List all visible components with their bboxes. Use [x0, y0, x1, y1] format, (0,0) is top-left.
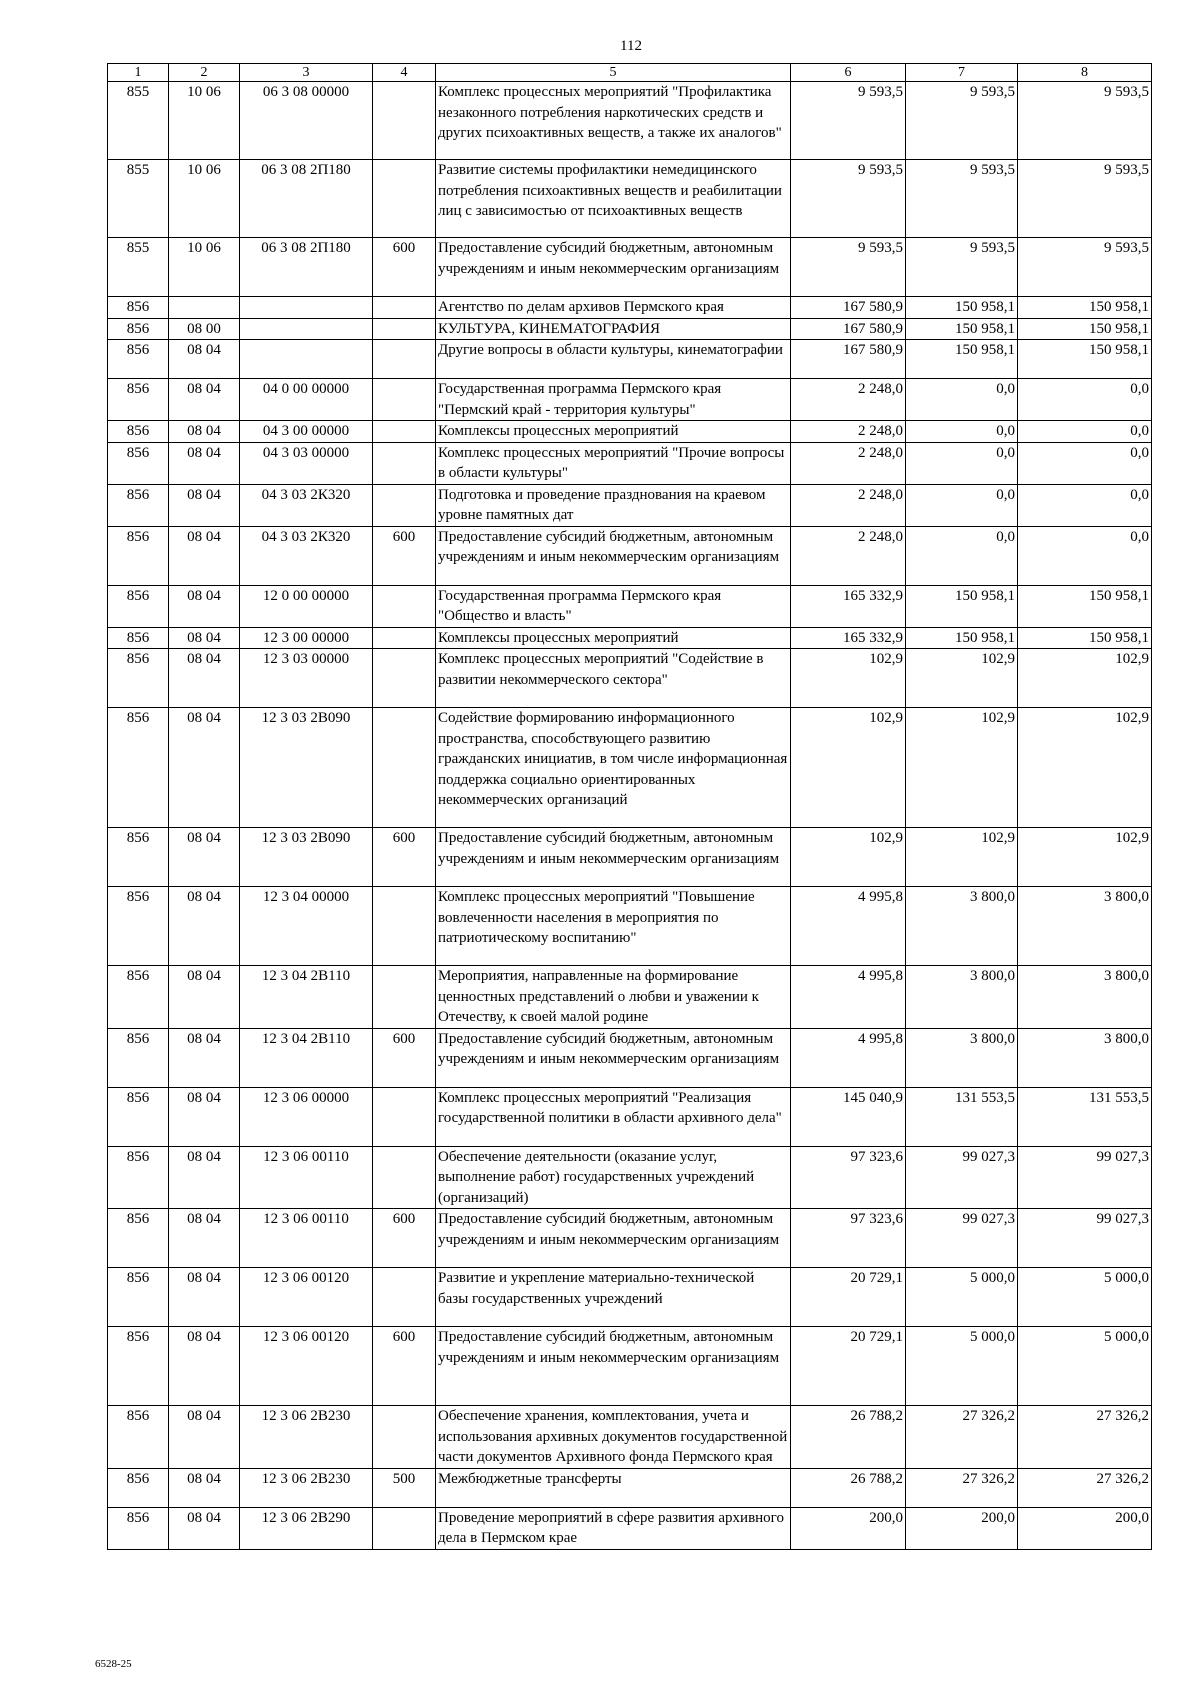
admin-code: 856 — [108, 1028, 169, 1087]
admin-code: 856 — [108, 966, 169, 1029]
expense-type — [373, 82, 436, 160]
section-code: 08 04 — [169, 1209, 240, 1268]
amount-2026: 102,9 — [906, 828, 1018, 887]
table-row — [108, 297, 1152, 319]
amount-2026: 9 593,5 — [906, 238, 1018, 297]
section-code: 08 04 — [169, 887, 240, 966]
amount-2026: 102,9 — [906, 649, 1018, 708]
table-row — [108, 526, 1152, 585]
expense-type — [373, 1268, 436, 1327]
col-header-2: 2 — [169, 64, 240, 82]
expense-type — [373, 484, 436, 526]
section-code: 08 04 — [169, 1087, 240, 1146]
amount-2027: 99 027,3 — [1018, 1146, 1152, 1209]
table-row — [108, 379, 1152, 421]
amount-2027: 102,9 — [1018, 708, 1152, 828]
table-row — [108, 1406, 1152, 1469]
target-code: 12 3 06 00000 — [240, 1087, 373, 1146]
col-header-6: 6 — [791, 64, 906, 82]
section-code: 10 06 — [169, 238, 240, 297]
amount-2027: 150 958,1 — [1018, 627, 1152, 649]
table-header-row — [108, 64, 1152, 82]
col-header-3: 3 — [240, 64, 373, 82]
target-code: 04 3 03 2К320 — [240, 526, 373, 585]
amount-2025: 165 332,9 — [791, 585, 906, 627]
table-row — [108, 160, 1152, 238]
expense-type — [373, 1406, 436, 1469]
item-name: Агентство по делам архивов Пермского края — [436, 297, 791, 319]
admin-code: 856 — [108, 526, 169, 585]
target-code: 12 3 03 2В090 — [240, 708, 373, 828]
amount-2027: 5 000,0 — [1018, 1268, 1152, 1327]
target-code: 12 3 06 00120 — [240, 1327, 373, 1406]
amount-2025: 2 248,0 — [791, 526, 906, 585]
item-name: Другие вопросы в области культуры, кинематографии — [436, 340, 791, 379]
expense-type — [373, 585, 436, 627]
item-name: Развитие и укрепление материально-технической базы государственных учреждений — [436, 1268, 791, 1327]
amount-2025: 145 040,9 — [791, 1087, 906, 1146]
target-code — [240, 318, 373, 340]
target-code: 06 3 08 2П180 — [240, 160, 373, 238]
item-name: Проведение мероприятий в сфере развития архивного дела в Пермском крае — [436, 1507, 791, 1549]
target-code: 04 3 03 00000 — [240, 442, 373, 484]
amount-2026: 0,0 — [906, 484, 1018, 526]
amount-2027: 102,9 — [1018, 828, 1152, 887]
section-code: 08 04 — [169, 1268, 240, 1327]
amount-2027: 5 000,0 — [1018, 1327, 1152, 1406]
admin-code: 855 — [108, 82, 169, 160]
amount-2025: 97 323,6 — [791, 1146, 906, 1209]
amount-2026: 9 593,5 — [906, 82, 1018, 160]
target-code: 12 3 04 2В110 — [240, 966, 373, 1029]
amount-2025: 102,9 — [791, 649, 906, 708]
item-name: Содействие формированию информационного пространства, способствующего развитию гражданских инициатив, в том числе информационная поддержка социально ориентированных некоммерческих организаций — [436, 708, 791, 828]
item-name: Предоставление субсидий бюджетным, автономным учреждениям и иным некоммерческим организациям — [436, 238, 791, 297]
section-code: 08 04 — [169, 1468, 240, 1507]
admin-code: 856 — [108, 379, 169, 421]
section-code: 08 04 — [169, 484, 240, 526]
admin-code: 856 — [108, 340, 169, 379]
amount-2025: 167 580,9 — [791, 297, 906, 319]
item-name: Предоставление субсидий бюджетным, автономным учреждениям и иным некоммерческим организациям — [436, 1327, 791, 1406]
section-code: 08 04 — [169, 1406, 240, 1469]
expense-type — [373, 318, 436, 340]
amount-2026: 27 326,2 — [906, 1406, 1018, 1469]
admin-code: 856 — [108, 297, 169, 319]
amount-2025: 20 729,1 — [791, 1327, 906, 1406]
table-row — [108, 708, 1152, 828]
expense-type: 500 — [373, 1468, 436, 1507]
expense-type — [373, 421, 436, 443]
table-row — [108, 1327, 1152, 1406]
target-code: 12 0 00 00000 — [240, 585, 373, 627]
table-row — [108, 340, 1152, 379]
target-code: 12 3 06 2В230 — [240, 1468, 373, 1507]
admin-code: 855 — [108, 238, 169, 297]
amount-2027: 150 958,1 — [1018, 585, 1152, 627]
amount-2026: 99 027,3 — [906, 1146, 1018, 1209]
amount-2025: 167 580,9 — [791, 318, 906, 340]
table-row — [108, 1146, 1152, 1209]
amount-2025: 2 248,0 — [791, 484, 906, 526]
expense-type — [373, 966, 436, 1029]
expense-type — [373, 340, 436, 379]
section-code: 08 04 — [169, 649, 240, 708]
table-row — [108, 887, 1152, 966]
amount-2026: 102,9 — [906, 708, 1018, 828]
admin-code: 856 — [108, 318, 169, 340]
item-name: Межбюджетные трансферты — [436, 1468, 791, 1507]
admin-code: 856 — [108, 1327, 169, 1406]
table-row — [108, 1209, 1152, 1268]
table-row — [108, 1028, 1152, 1087]
amount-2025: 20 729,1 — [791, 1268, 906, 1327]
table-row — [108, 1468, 1152, 1507]
col-header-1: 1 — [108, 64, 169, 82]
admin-code: 856 — [108, 585, 169, 627]
amount-2026: 150 958,1 — [906, 585, 1018, 627]
amount-2026: 27 326,2 — [906, 1468, 1018, 1507]
amount-2026: 131 553,5 — [906, 1087, 1018, 1146]
amount-2027: 9 593,5 — [1018, 238, 1152, 297]
item-name: Государственная программа Пермского края "Общество и власть" — [436, 585, 791, 627]
expense-type: 600 — [373, 238, 436, 297]
section-code: 08 04 — [169, 379, 240, 421]
amount-2027: 0,0 — [1018, 484, 1152, 526]
table-body — [108, 82, 1152, 1550]
amount-2025: 26 788,2 — [791, 1406, 906, 1469]
amount-2025: 97 323,6 — [791, 1209, 906, 1268]
expense-type: 600 — [373, 1028, 436, 1087]
target-code: 04 0 00 00000 — [240, 379, 373, 421]
amount-2026: 0,0 — [906, 442, 1018, 484]
table-row — [108, 82, 1152, 160]
item-name: Предоставление субсидий бюджетным, автономным учреждениям и иным некоммерческим организациям — [436, 828, 791, 887]
admin-code: 856 — [108, 627, 169, 649]
target-code: 12 3 03 2В090 — [240, 828, 373, 887]
section-code: 08 04 — [169, 340, 240, 379]
section-code: 10 06 — [169, 160, 240, 238]
section-code: 08 04 — [169, 1327, 240, 1406]
amount-2027: 102,9 — [1018, 649, 1152, 708]
document-code: 6528-25 — [95, 1658, 132, 1670]
amount-2026: 200,0 — [906, 1507, 1018, 1549]
target-code — [240, 297, 373, 319]
expense-type — [373, 1087, 436, 1146]
amount-2026: 9 593,5 — [906, 160, 1018, 238]
amount-2025: 9 593,5 — [791, 238, 906, 297]
amount-2027: 3 800,0 — [1018, 1028, 1152, 1087]
amount-2025: 167 580,9 — [791, 340, 906, 379]
target-code — [240, 340, 373, 379]
item-name: Комплекс процессных мероприятий "Профилактика незаконного потребления наркотических средств и других психоактивных веществ, а также их аналогов" — [436, 82, 791, 160]
section-code: 08 04 — [169, 627, 240, 649]
amount-2027: 150 958,1 — [1018, 297, 1152, 319]
admin-code: 856 — [108, 1268, 169, 1327]
amount-2027: 150 958,1 — [1018, 340, 1152, 379]
expense-type: 600 — [373, 1209, 436, 1268]
table-row — [108, 1087, 1152, 1146]
amount-2026: 5 000,0 — [906, 1268, 1018, 1327]
expense-type — [373, 627, 436, 649]
item-name: Обеспечение деятельности (оказание услуг, выполнение работ) государственных учреждений (организаций) — [436, 1146, 791, 1209]
page-number: 112 — [620, 38, 642, 54]
item-name: Обеспечение хранения, комплектования, учета и использования архивных документов государственной части документов Архивного фонда Пермского края — [436, 1406, 791, 1469]
item-name: Предоставление субсидий бюджетным, автономным учреждениям и иным некоммерческим организациям — [436, 1209, 791, 1268]
table-row — [108, 649, 1152, 708]
target-code: 06 3 08 00000 — [240, 82, 373, 160]
section-code: 10 06 — [169, 82, 240, 160]
expense-type — [373, 1146, 436, 1209]
item-name: Комплекс процессных мероприятий "Прочие вопросы в области культуры" — [436, 442, 791, 484]
item-name: Комплекс процессных мероприятий "Повышение вовлеченности населения в мероприятия по патриотическому воспитанию" — [436, 887, 791, 966]
amount-2025: 4 995,8 — [791, 966, 906, 1029]
col-header-8: 8 — [1018, 64, 1152, 82]
target-code: 12 3 06 00110 — [240, 1209, 373, 1268]
amount-2026: 0,0 — [906, 379, 1018, 421]
amount-2025: 165 332,9 — [791, 627, 906, 649]
col-header-5: 5 — [436, 64, 791, 82]
amount-2025: 2 248,0 — [791, 421, 906, 443]
item-name: Комплекс процессных мероприятий "Содействие в развитии некоммерческого сектора" — [436, 649, 791, 708]
section-code: 08 04 — [169, 421, 240, 443]
amount-2027: 0,0 — [1018, 421, 1152, 443]
item-name: Подготовка и проведение празднования на краевом уровне памятных дат — [436, 484, 791, 526]
admin-code: 856 — [108, 1468, 169, 1507]
section-code: 08 04 — [169, 966, 240, 1029]
budget-table — [107, 63, 1152, 1550]
amount-2027: 3 800,0 — [1018, 887, 1152, 966]
amount-2025: 102,9 — [791, 708, 906, 828]
amount-2027: 0,0 — [1018, 526, 1152, 585]
section-code: 08 04 — [169, 1146, 240, 1209]
section-code: 08 04 — [169, 708, 240, 828]
section-code: 08 04 — [169, 585, 240, 627]
admin-code: 855 — [108, 160, 169, 238]
amount-2025: 26 788,2 — [791, 1468, 906, 1507]
section-code: 08 04 — [169, 526, 240, 585]
target-code: 12 3 06 00110 — [240, 1146, 373, 1209]
amount-2026: 150 958,1 — [906, 297, 1018, 319]
amount-2025: 4 995,8 — [791, 887, 906, 966]
amount-2025: 2 248,0 — [791, 379, 906, 421]
admin-code: 856 — [108, 828, 169, 887]
target-code: 12 3 06 2В230 — [240, 1406, 373, 1469]
expense-type — [373, 379, 436, 421]
item-name: Развитие системы профилактики немедицинского потребления психоактивных веществ и реабилитации лиц с зависимостью от психоактивных веществ — [436, 160, 791, 238]
admin-code: 856 — [108, 708, 169, 828]
amount-2026: 5 000,0 — [906, 1327, 1018, 1406]
target-code: 12 3 04 2В110 — [240, 1028, 373, 1087]
amount-2025: 102,9 — [791, 828, 906, 887]
amount-2026: 99 027,3 — [906, 1209, 1018, 1268]
item-name: Государственная программа Пермского края "Пермский край - территория культуры" — [436, 379, 791, 421]
admin-code: 856 — [108, 421, 169, 443]
col-header-7: 7 — [906, 64, 1018, 82]
expense-type — [373, 649, 436, 708]
item-name: Комплексы процессных мероприятий — [436, 421, 791, 443]
expense-type — [373, 160, 436, 238]
expense-type — [373, 1507, 436, 1549]
amount-2026: 150 958,1 — [906, 340, 1018, 379]
table-row — [108, 238, 1152, 297]
section-code: 08 04 — [169, 1507, 240, 1549]
target-code: 04 3 00 00000 — [240, 421, 373, 443]
admin-code: 856 — [108, 1507, 169, 1549]
table-row — [108, 421, 1152, 443]
amount-2027: 131 553,5 — [1018, 1087, 1152, 1146]
expense-type — [373, 442, 436, 484]
admin-code: 856 — [108, 649, 169, 708]
target-code: 12 3 04 00000 — [240, 887, 373, 966]
item-name: Предоставление субсидий бюджетным, автономным учреждениям и иным некоммерческим организациям — [436, 1028, 791, 1087]
amount-2025: 4 995,8 — [791, 1028, 906, 1087]
target-code: 12 3 00 00000 — [240, 627, 373, 649]
amount-2026: 3 800,0 — [906, 966, 1018, 1029]
admin-code: 856 — [108, 1406, 169, 1469]
amount-2026: 150 958,1 — [906, 318, 1018, 340]
admin-code: 856 — [108, 887, 169, 966]
amount-2025: 2 248,0 — [791, 442, 906, 484]
item-name: КУЛЬТУРА, КИНЕМАТОГРАФИЯ — [436, 318, 791, 340]
expense-type: 600 — [373, 526, 436, 585]
amount-2027: 200,0 — [1018, 1507, 1152, 1549]
section-code: 08 04 — [169, 828, 240, 887]
section-code — [169, 297, 240, 319]
section-code: 08 04 — [169, 1028, 240, 1087]
admin-code: 856 — [108, 1209, 169, 1268]
expense-type: 600 — [373, 828, 436, 887]
admin-code: 856 — [108, 484, 169, 526]
item-name: Комплексы процессных мероприятий — [436, 627, 791, 649]
section-code: 08 04 — [169, 442, 240, 484]
target-code: 12 3 06 2В290 — [240, 1507, 373, 1549]
admin-code: 856 — [108, 1087, 169, 1146]
col-header-4: 4 — [373, 64, 436, 82]
table-row — [108, 442, 1152, 484]
item-name: Мероприятия, направленные на формирование ценностных представлений о любви и уважении к Отечеству, к своей малой родине — [436, 966, 791, 1029]
expense-type: 600 — [373, 1327, 436, 1406]
amount-2027: 0,0 — [1018, 379, 1152, 421]
target-code: 12 3 06 00120 — [240, 1268, 373, 1327]
target-code: 06 3 08 2П180 — [240, 238, 373, 297]
amount-2027: 9 593,5 — [1018, 160, 1152, 238]
amount-2027: 150 958,1 — [1018, 318, 1152, 340]
table-row — [108, 585, 1152, 627]
amount-2025: 9 593,5 — [791, 160, 906, 238]
expense-type — [373, 297, 436, 319]
amount-2027: 0,0 — [1018, 442, 1152, 484]
item-name: Комплекс процессных мероприятий "Реализация государственной политики в области архивного дела" — [436, 1087, 791, 1146]
table-row — [108, 1507, 1152, 1549]
amount-2026: 150 958,1 — [906, 627, 1018, 649]
amount-2027: 3 800,0 — [1018, 966, 1152, 1029]
table-row — [108, 828, 1152, 887]
amount-2027: 99 027,3 — [1018, 1209, 1152, 1268]
table-row — [108, 966, 1152, 1029]
amount-2025: 200,0 — [791, 1507, 906, 1549]
expense-type — [373, 887, 436, 966]
table-row — [108, 318, 1152, 340]
table-row — [108, 627, 1152, 649]
amount-2027: 27 326,2 — [1018, 1406, 1152, 1469]
target-code: 04 3 03 2К320 — [240, 484, 373, 526]
table-row — [108, 484, 1152, 526]
amount-2025: 9 593,5 — [791, 82, 906, 160]
amount-2027: 27 326,2 — [1018, 1468, 1152, 1507]
section-code: 08 00 — [169, 318, 240, 340]
amount-2027: 9 593,5 — [1018, 82, 1152, 160]
amount-2026: 0,0 — [906, 421, 1018, 443]
table-row — [108, 1268, 1152, 1327]
admin-code: 856 — [108, 1146, 169, 1209]
amount-2026: 0,0 — [906, 526, 1018, 585]
item-name: Предоставление субсидий бюджетным, автономным учреждениям и иным некоммерческим организациям — [436, 526, 791, 585]
target-code: 12 3 03 00000 — [240, 649, 373, 708]
amount-2026: 3 800,0 — [906, 887, 1018, 966]
amount-2026: 3 800,0 — [906, 1028, 1018, 1087]
admin-code: 856 — [108, 442, 169, 484]
expense-type — [373, 708, 436, 828]
